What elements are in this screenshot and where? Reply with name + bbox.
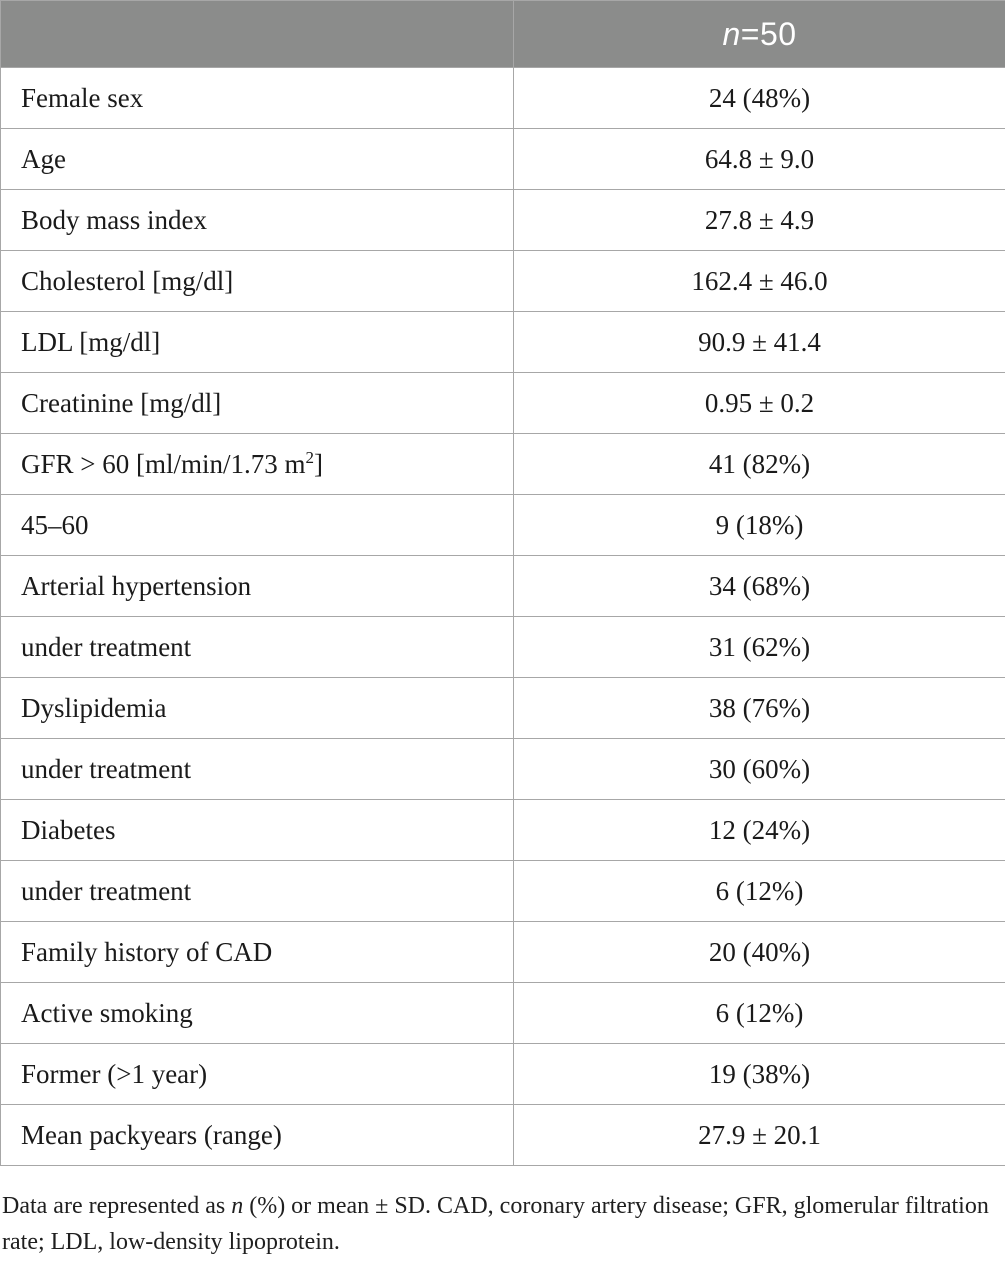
row-label: Former (>1 year) bbox=[1, 1044, 514, 1105]
table-row bbox=[1, 190, 1005, 251]
table-row bbox=[1, 1105, 1005, 1166]
table-row bbox=[1, 68, 1005, 129]
row-label: Cholesterol [mg/dl] bbox=[1, 251, 514, 312]
row-value: 20 (40%) bbox=[514, 922, 1005, 983]
row-label: Mean packyears (range) bbox=[1, 1105, 514, 1166]
table-row bbox=[1, 495, 1005, 556]
header-cell-label bbox=[1, 1, 514, 68]
row-label bbox=[1, 434, 514, 495]
row-value: 30 (60%) bbox=[514, 739, 1005, 800]
row-label: LDL [mg/dl] bbox=[1, 312, 514, 373]
table-row bbox=[1, 617, 1005, 678]
row-label: Family history of CAD bbox=[1, 922, 514, 983]
row-label-tail: ] bbox=[314, 448, 324, 479]
footnote-part2: (%) or mean ± SD. CAD, coronary artery disease; GFR, glomerular filtration rate; LDL, low-density lipoprotein. bbox=[2, 1193, 989, 1255]
row-value: 41 (82%) bbox=[514, 434, 1005, 495]
table-row bbox=[1, 678, 1005, 739]
row-value: 0.95 ± 0.2 bbox=[514, 373, 1005, 434]
footnote-part1: Data are represented as bbox=[2, 1193, 232, 1219]
table-row bbox=[1, 312, 1005, 373]
table-row bbox=[1, 922, 1005, 983]
row-label: under treatment bbox=[1, 617, 514, 678]
row-label-text: GFR > 60 [ml/min/1.73 m bbox=[21, 448, 306, 479]
row-label: Arterial hypertension bbox=[1, 556, 514, 617]
row-label: Female sex bbox=[1, 68, 514, 129]
row-value: 9 (18%) bbox=[514, 495, 1005, 556]
row-label: under treatment bbox=[1, 861, 514, 922]
table-row bbox=[1, 1044, 1005, 1105]
row-label: Dyslipidemia bbox=[1, 678, 514, 739]
row-label: Active smoking bbox=[1, 983, 514, 1044]
table-row bbox=[1, 556, 1005, 617]
table-footnote bbox=[2, 1188, 1002, 1260]
row-value: 90.9 ± 41.4 bbox=[514, 312, 1005, 373]
row-value: 12 (24%) bbox=[514, 800, 1005, 861]
table-row bbox=[1, 739, 1005, 800]
row-label: Body mass index bbox=[1, 190, 514, 251]
row-label: under treatment bbox=[1, 739, 514, 800]
table-row bbox=[1, 434, 1005, 495]
row-value: 34 (68%) bbox=[514, 556, 1005, 617]
row-value: 6 (12%) bbox=[514, 983, 1005, 1044]
row-value: 31 (62%) bbox=[514, 617, 1005, 678]
row-value: 6 (12%) bbox=[514, 861, 1005, 922]
table-row bbox=[1, 373, 1005, 434]
row-label: Creatinine [mg/dl] bbox=[1, 373, 514, 434]
row-label: 45–60 bbox=[1, 495, 514, 556]
row-value: 27.8 ± 4.9 bbox=[514, 190, 1005, 251]
row-value: 19 (38%) bbox=[514, 1044, 1005, 1105]
row-value: 162.4 ± 46.0 bbox=[514, 251, 1005, 312]
table-row bbox=[1, 983, 1005, 1044]
table-header-row bbox=[1, 1, 1005, 68]
row-value: 64.8 ± 9.0 bbox=[514, 129, 1005, 190]
row-value: 38 (76%) bbox=[514, 678, 1005, 739]
table-row bbox=[1, 800, 1005, 861]
n-symbol: n bbox=[722, 15, 741, 52]
footnote-n-italic: n bbox=[231, 1193, 244, 1219]
table-row bbox=[1, 861, 1005, 922]
row-label: Age bbox=[1, 129, 514, 190]
row-value: 24 (48%) bbox=[514, 68, 1005, 129]
row-label-superscript: 2 bbox=[305, 447, 315, 467]
n-value: =50 bbox=[740, 15, 797, 52]
row-label: Diabetes bbox=[1, 800, 514, 861]
table-row bbox=[1, 251, 1005, 312]
header-cell-n bbox=[514, 1, 1005, 68]
row-value: 27.9 ± 20.1 bbox=[514, 1105, 1005, 1166]
table-row bbox=[1, 129, 1005, 190]
